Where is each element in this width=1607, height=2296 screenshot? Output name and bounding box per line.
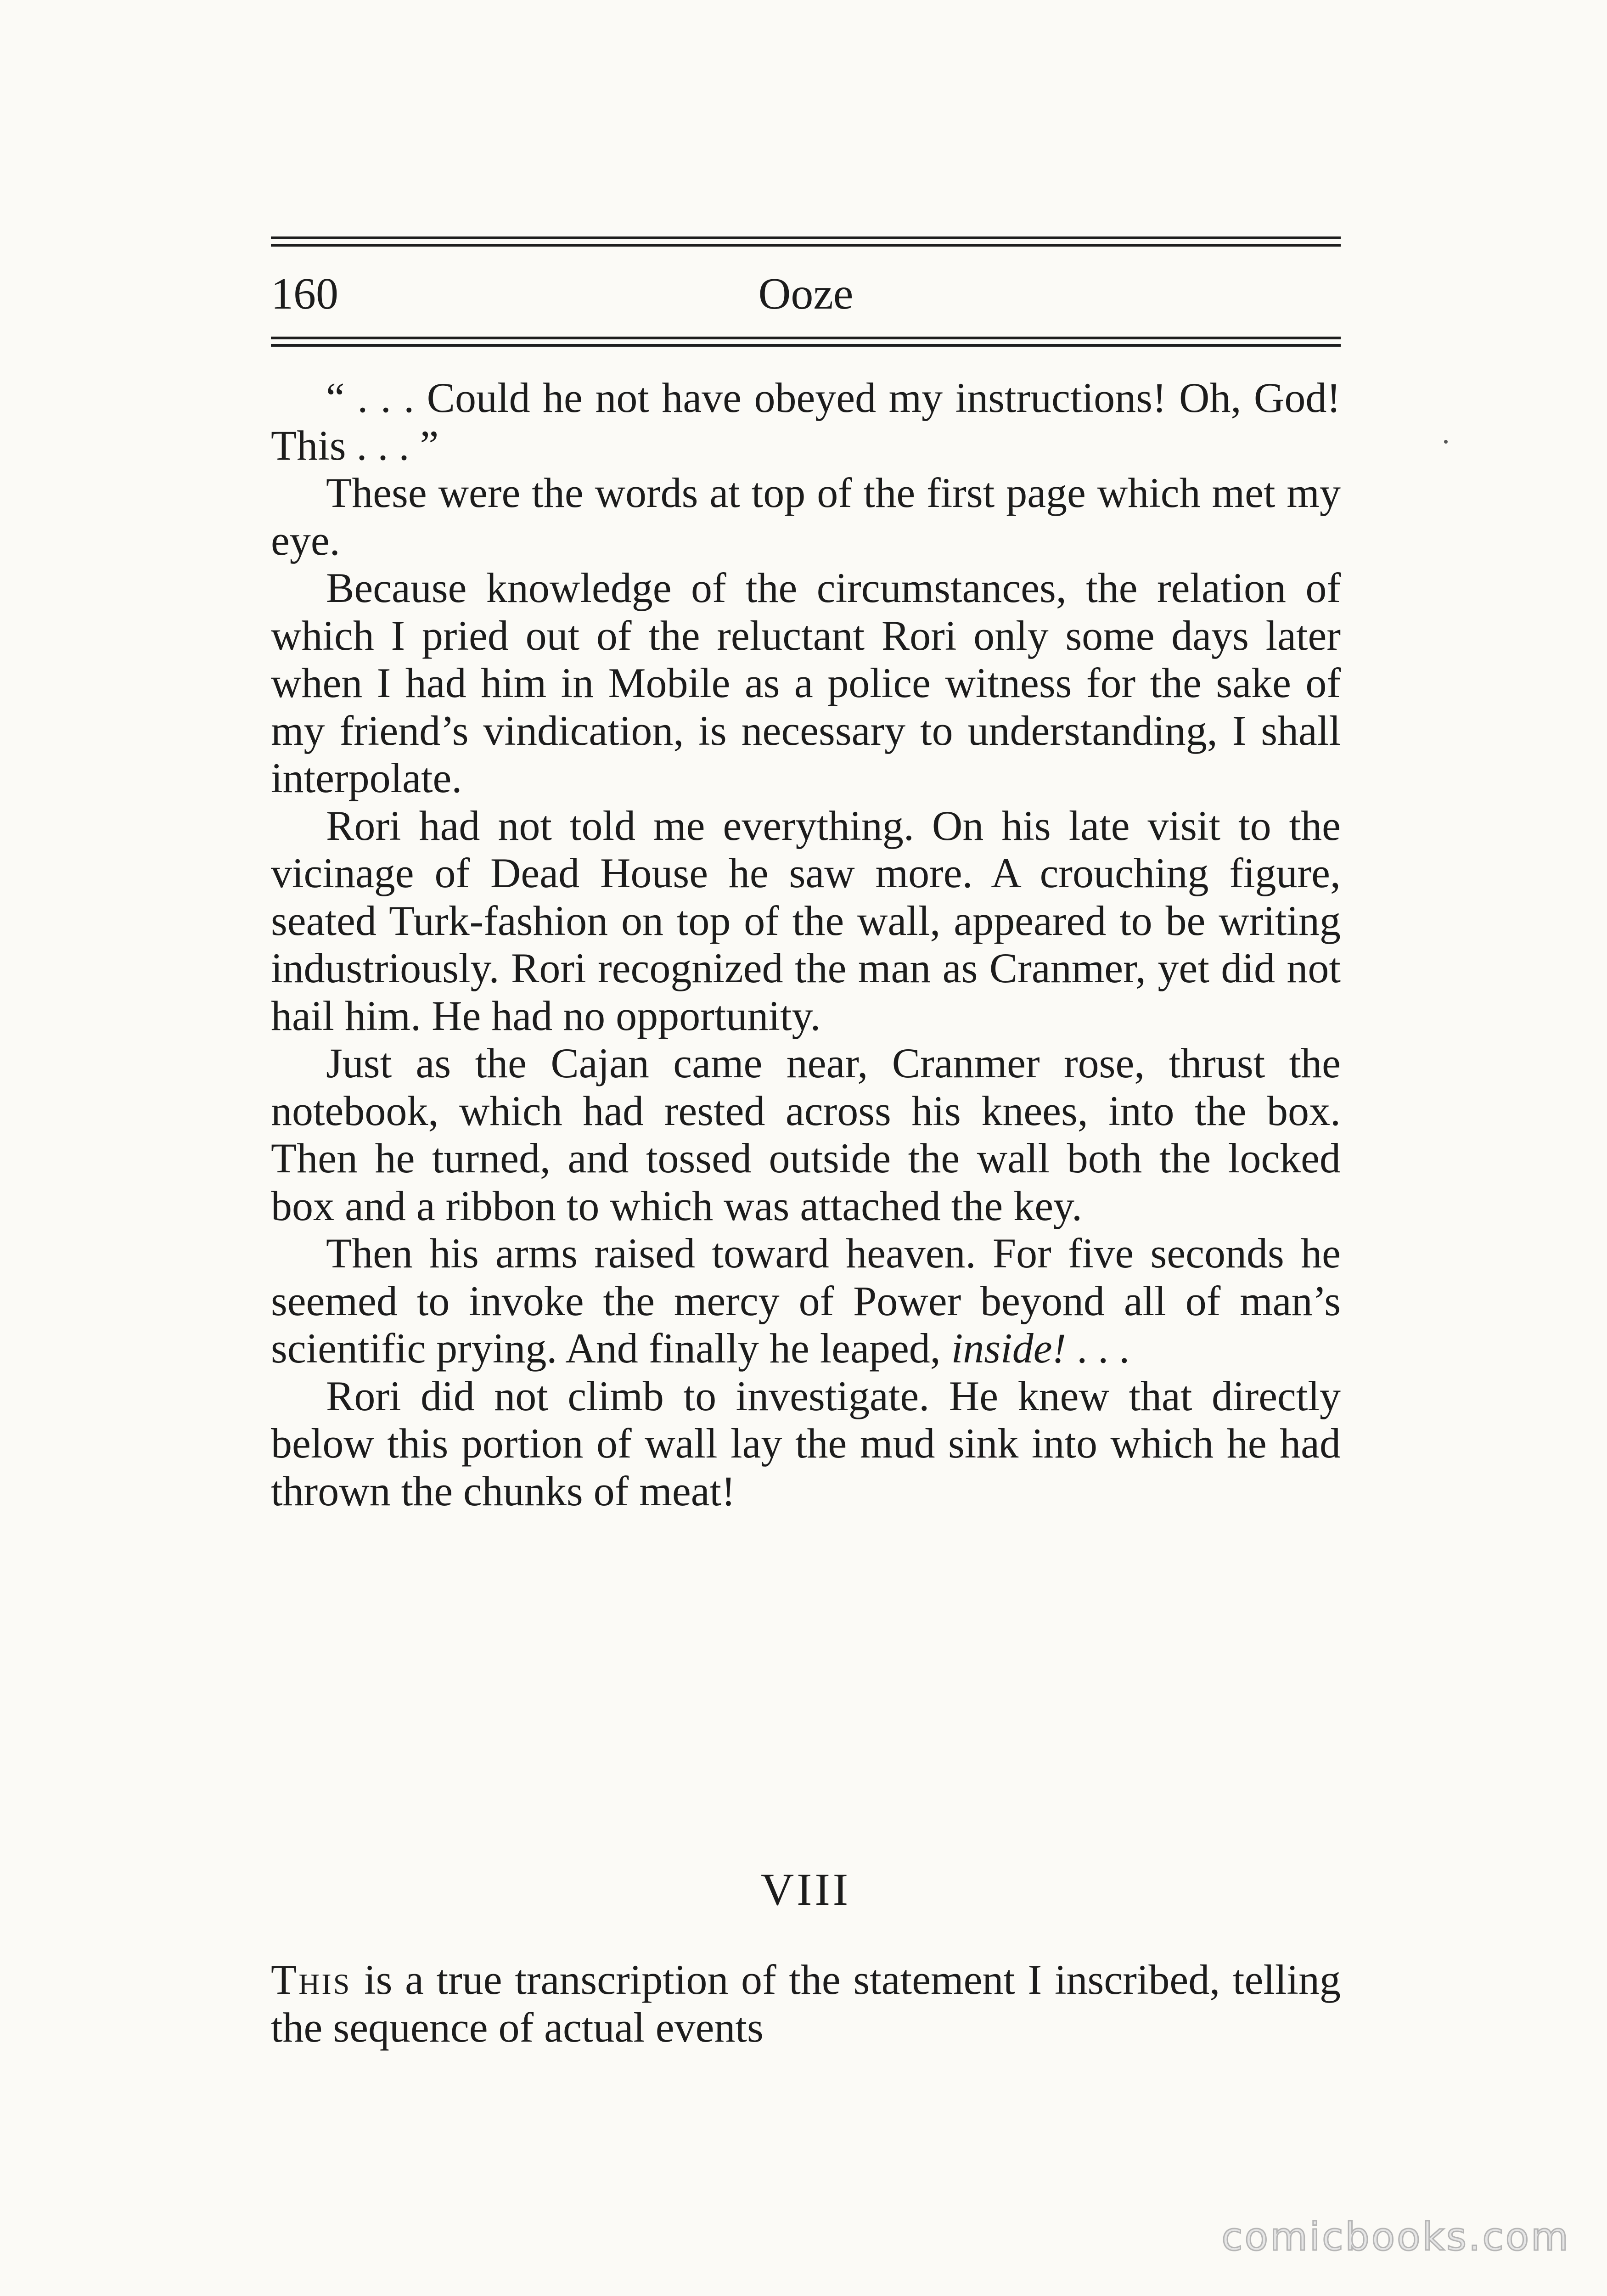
paragraph-ellipsis: . . . bbox=[1066, 1325, 1130, 1372]
book-page bbox=[271, 0, 1341, 2296]
paragraph: These were the words at top of the first page which met my eye. bbox=[271, 469, 1341, 564]
header-bottom-rule bbox=[271, 337, 1341, 347]
page-number: 160 bbox=[271, 269, 338, 319]
chapter-heading: VIII bbox=[760, 1864, 851, 1915]
running-title: Ooze bbox=[758, 269, 854, 319]
header-top-rule bbox=[271, 236, 1341, 247]
paragraph: Rori did not climb to investigate. He knew that directly below this portion of wall lay the mud sink into which he had thrown the chunks of meat! bbox=[271, 1372, 1341, 1514]
body-text bbox=[271, 374, 1341, 1515]
paragraph bbox=[271, 1230, 1341, 1373]
paragraph: Rori had not told me everything. On his late visit to the vicinage of Dead House he saw more. A crouching figure, seated Turk-fashion on top of the wall, appeared to be writing industriously. Rori recognized the man as Cranmer, yet did not hail him. He had no opportunity. bbox=[271, 802, 1341, 1039]
running-head bbox=[271, 266, 1341, 321]
print-speck bbox=[1444, 440, 1448, 444]
emphasized-word: inside! bbox=[951, 1325, 1067, 1372]
chapter-lead-word: This bbox=[271, 1956, 352, 2003]
paragraph: “ . . . Could he not have obeyed my instructions! Oh, God! This . . . ” bbox=[271, 374, 1341, 469]
site-watermark: comicbooks.com bbox=[1221, 2214, 1570, 2259]
paragraph: Just as the Cajan came near, Cranmer rose, thrust the notebook, which had rested across his knees, into the box. Then he turned, and tossed outside the wall both the locked box and a ribbon to which was attached the key. bbox=[271, 1040, 1341, 1229]
paragraph-text: Then his arms raised toward heaven. For five seconds he seemed to invoke the mercy of Power beyond all of man’s scientific prying. And finally he leaped, bbox=[271, 1230, 1341, 1372]
chapter-text: is a true transcription of the statement I inscribed, telling the sequence of actual events bbox=[271, 1956, 1341, 2051]
paragraph: Because knowledge of the circumstances, the relation of which I pried out of the reluctant Rori only some days later when I had him in Mobile as a police witness for the sake of my friend’s vindication, is necessary to understanding, I shall interpolate. bbox=[271, 564, 1341, 801]
chapter-opening bbox=[271, 1956, 1341, 2051]
chapter-paragraph bbox=[271, 1956, 1341, 2051]
